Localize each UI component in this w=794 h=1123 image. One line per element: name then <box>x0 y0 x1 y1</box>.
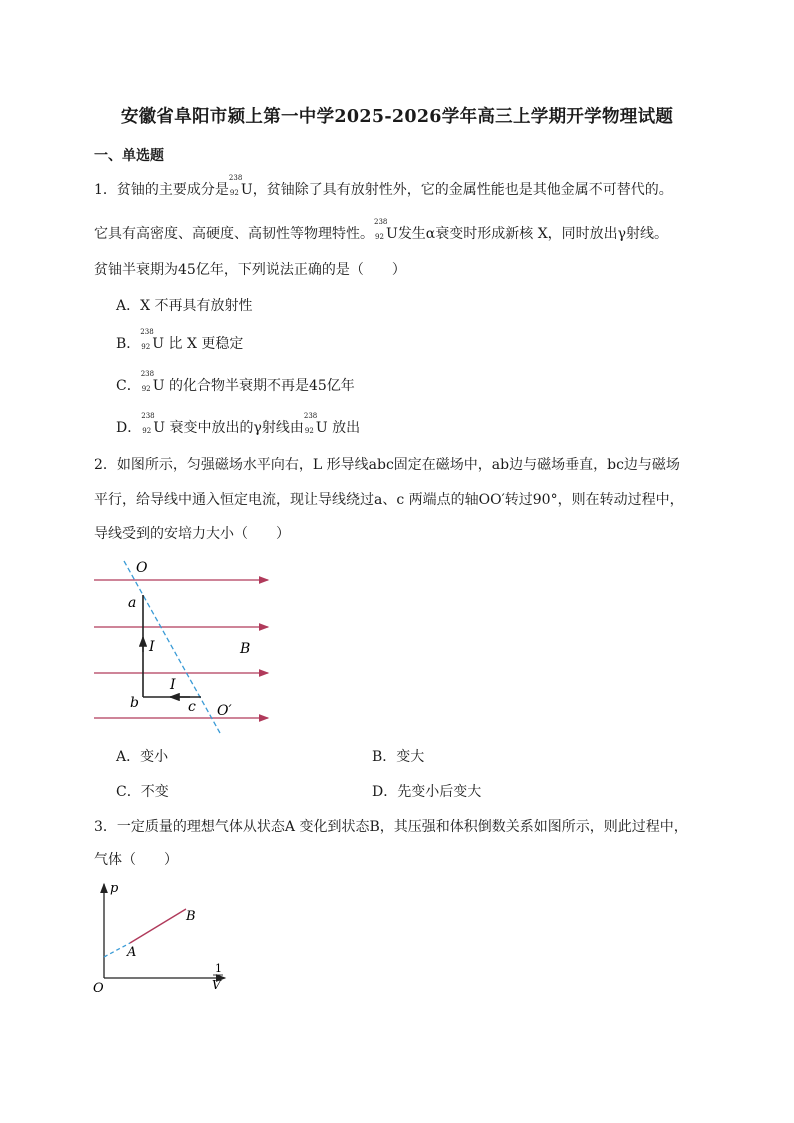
isotope-z: 92 <box>375 233 384 241</box>
u238-isotope <box>303 412 318 435</box>
u238-isotope <box>140 328 154 351</box>
isotope-mass: 238 <box>140 328 154 336</box>
label-field-b: B <box>240 641 251 657</box>
isotope-symbol: U <box>240 182 253 198</box>
isotope-z: 92 <box>229 189 239 197</box>
isotope-mass: 238 <box>228 174 243 182</box>
q2-option-d[interactable]: D．先变小后变大 <box>372 784 482 800</box>
label-b: b <box>130 695 139 711</box>
isotope-symbol: U <box>152 378 165 394</box>
u238-isotope <box>374 218 388 241</box>
q2-option-a[interactable]: A．变小 <box>116 749 169 765</box>
q1-text-2a: 它具有高密度、高硬度、高韧性等物理特性。 <box>94 226 374 242</box>
label-inverse-v-denominator: V <box>212 978 221 992</box>
process-line <box>130 909 186 943</box>
q1-line-3: 贫铀半衰期为45亿年，下列说法正确的是（ ） <box>94 262 406 278</box>
option-text: 比 X 更稳定 <box>164 336 244 352</box>
q2-line-2: 平行，给导线中通入恒定电流，现让导线绕过a、c 两端点的轴OO′转过90°，则在转动过程中， <box>94 492 684 508</box>
label-p: p <box>110 881 119 896</box>
isotope-mass: 238 <box>303 412 318 420</box>
q1-text-2b: 发生α衰变时形成新核 X，同时放出γ射线。 <box>397 226 669 242</box>
option-text: 衰变中放出的γ射线由 <box>165 420 304 436</box>
isotope-mass: 238 <box>140 370 155 378</box>
option-letter: B． <box>116 336 141 352</box>
label-c: c <box>188 699 196 715</box>
q1-option-a[interactable]: A．X 不再具有放射性 <box>116 298 253 314</box>
q1-option-b[interactable] <box>116 328 244 354</box>
option-text: 的化合物半衰期不再是45亿年 <box>164 378 355 394</box>
q1-line-2 <box>94 218 669 244</box>
u238-isotope <box>140 370 155 393</box>
isotope-z: 92 <box>142 427 152 435</box>
isotope-mass: 238 <box>141 412 155 420</box>
q1-option-c[interactable] <box>116 370 355 396</box>
label-inverse-v-numerator: 1 <box>215 962 222 975</box>
option-letter: D． <box>116 420 142 436</box>
q1-text-1a: 1．贫铀的主要成分是 <box>94 182 229 198</box>
u238-isotope <box>228 174 243 197</box>
q1-text-1b: ，贫铀除了具有放射性外，它的金属性能也是其他金属不可替代的。 <box>252 182 673 198</box>
option-letter: C． <box>116 378 141 394</box>
section-heading: 一、单选题 <box>94 148 164 164</box>
q2-option-b[interactable]: B．变大 <box>372 749 425 765</box>
isotope-symbol: U <box>152 336 165 352</box>
label-o: O <box>136 560 148 576</box>
q1-option-d[interactable] <box>116 412 361 438</box>
label-current-1: I <box>149 639 155 655</box>
q1-line-1 <box>94 174 673 200</box>
label-origin: O <box>93 981 104 995</box>
q3-line-1: 3．一定质量的理想气体从状态A 变化到状态B，其压强和体积倒数关系如图所示，则此过程中， <box>94 819 688 835</box>
isotope-z: 92 <box>304 427 314 435</box>
q2-option-c[interactable]: C．不变 <box>116 784 169 800</box>
isotope-z: 92 <box>141 343 151 351</box>
label-state-a: A <box>127 945 137 960</box>
label-current-2: I <box>170 677 176 693</box>
pressure-volume-graph <box>88 880 238 995</box>
q3-line-2: 气体（ ） <box>94 852 178 868</box>
isotope-symbol: U <box>315 420 328 436</box>
magnetic-field-figure <box>90 555 290 740</box>
isotope-z: 92 <box>141 385 151 393</box>
label-a: a <box>128 595 137 611</box>
isotope-symbol: U <box>386 226 398 242</box>
isotope-symbol: U <box>153 420 166 436</box>
label-state-b: B <box>186 909 196 924</box>
option-text: 放出 <box>327 420 361 436</box>
label-o-prime: O′ <box>217 703 232 719</box>
u238-isotope <box>141 412 155 435</box>
exam-title: 安徽省阜阳市颍上第一中学2025-2026学年高三上学期开学物理试题 <box>120 107 674 127</box>
q2-line-3: 导线受到的安培力大小（ ） <box>94 526 290 542</box>
q2-line-1: 2．如图所示，匀强磁场水平向右，L 形导线abc固定在磁场中，ab边与磁场垂直，bc边与磁场 <box>94 457 680 473</box>
isotope-mass: 238 <box>374 218 388 226</box>
